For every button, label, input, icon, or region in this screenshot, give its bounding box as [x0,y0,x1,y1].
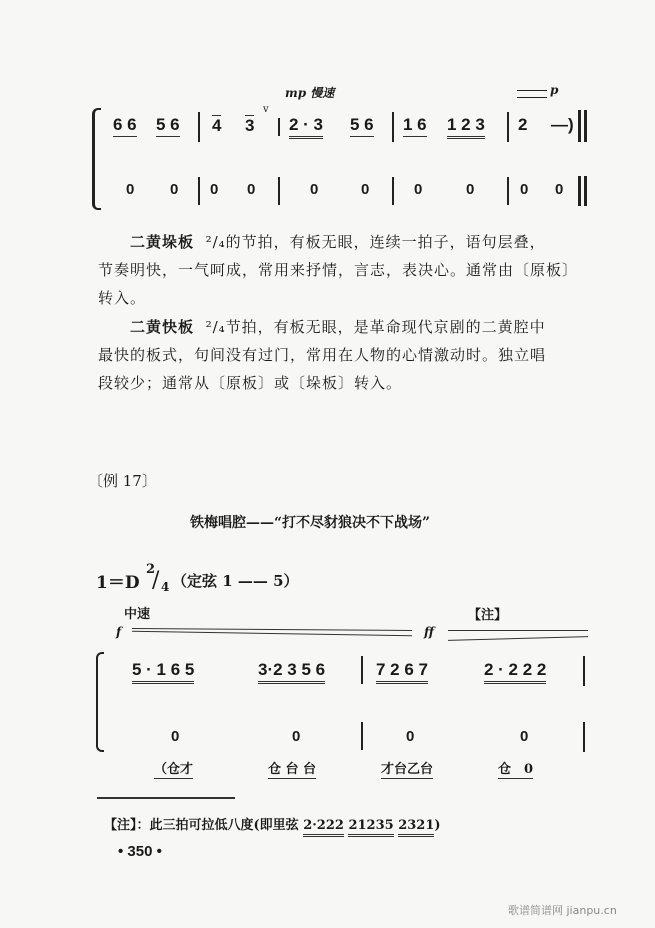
system-bracket [96,652,104,752]
rest: 0 [520,728,529,745]
page-number: • 350 • [118,843,162,860]
dynamic-f: f [116,625,122,639]
rest: 0 [466,181,475,198]
rest: 0 [292,728,301,745]
rest: 0 [126,181,135,198]
footnote-rule [97,797,235,799]
note-group: 2 [518,115,528,134]
note-group: 3·2 3 5 6 [258,660,325,684]
note-group: 2 · 2 2 2 [484,660,546,684]
decrescendo-mark [517,90,547,98]
paragraph-erhuang-duoban: 二黄垛板 ²/₄的节拍，有板无眼，连续一拍子，语句层叠， 节奏明快，一气呵成，常用来抒情，言志，表决心。通常由〔原板〕 转入。 [98,233,579,307]
example-label: 〔例 17〕 [88,472,157,490]
system-bracket [92,108,101,210]
note-group: 5 6 [350,115,374,137]
rest: 0 [406,728,415,745]
time-sig-slash: / [152,568,160,593]
example-title: 铁梅唱腔——“打不尽豺狼决不下战场” [190,515,431,531]
note-group: 3 [245,116,255,135]
note-group: 5 6 [156,115,180,137]
tempo-marking: mp 慢速 [285,86,335,100]
key-signature: 1＝D [96,573,140,593]
time-sig-bottom: 4 [161,580,170,594]
dynamic-p: p [550,83,559,97]
paragraph-erhuang-kuaiban: 二黄快板 ²/₄节拍，有板无眼，是革命现代京剧的二黄腔中 最快的板式，句间没有过门，常用在人物的心情激动时。独立唱 段较少；通常从〔原板〕或〔垛板〕转入。 [98,318,547,392]
rest: 0 [310,181,319,198]
tuning: （定弦 1 —— 5） [172,572,299,590]
note-group: 1 2 3 [447,115,485,139]
percussion-text: 仓 台 台 [268,758,316,779]
percussion-text: （仓才 [154,758,193,779]
rest: 0 [170,181,179,198]
rest: 0 [210,181,219,198]
watermark: 歌谱简谱网 jianpu.cn [508,904,617,917]
note-group: 5 · 1 6 5 [132,660,194,684]
percussion-text: 仓 0 [498,758,533,779]
note-group: 4 [212,116,222,135]
footnote: 【注】：此三拍可拉低八度(即里弦 2·222 21235 2321) [104,814,441,833]
rest: 0 [247,181,256,198]
percussion-text: 才台乙台 [381,758,433,779]
note-group: 6 6 [113,115,137,137]
breath-mark: v [263,104,269,115]
rest: 0 [555,181,564,198]
rest: 0 [520,181,529,198]
note-group: 1 6 [403,115,427,137]
footnote-marker: 【注】 [468,608,508,623]
note-group: —) [551,115,574,134]
rest: 0 [414,181,423,198]
time-sig-top: 2 [146,562,156,577]
note-group: 7 2 6 7 [376,660,428,684]
rest: 0 [171,728,180,745]
tempo-marking: 中速 [124,607,151,622]
note-group: 2 · 3 [289,115,323,139]
rest: 0 [361,181,370,198]
dynamic-ff: ff [424,625,434,639]
